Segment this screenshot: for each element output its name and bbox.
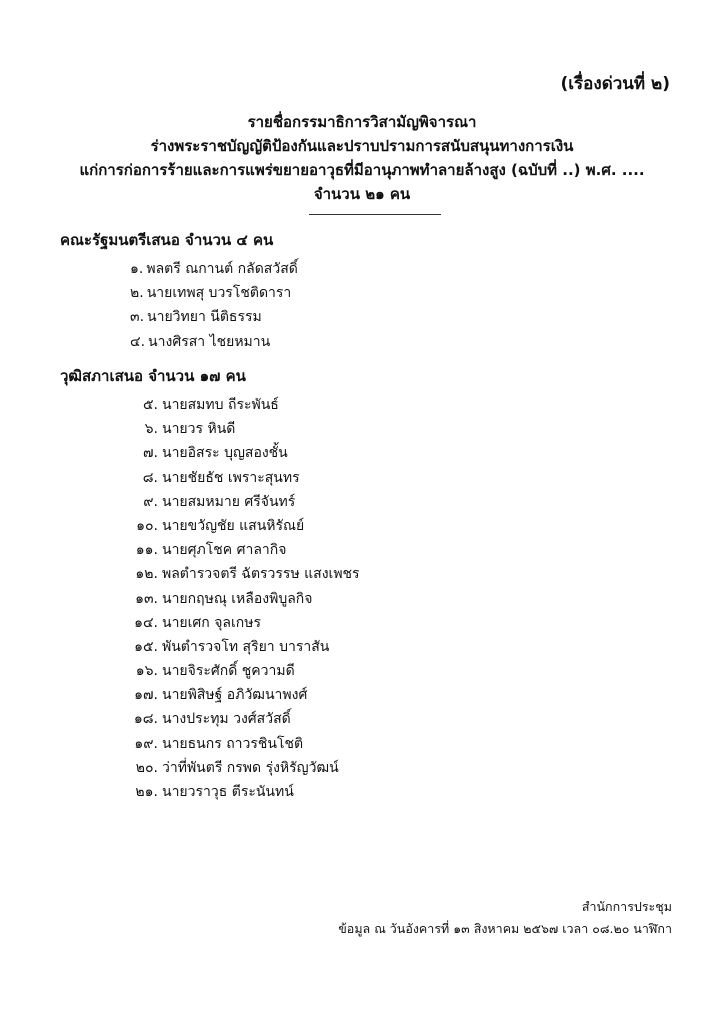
list-item	[130, 305, 298, 329]
member-name: นายสมหมาย ศรีจันทร์	[162, 493, 296, 510]
list-item	[124, 659, 360, 683]
list-item	[130, 281, 298, 305]
list-item	[124, 587, 360, 611]
list-item	[124, 441, 360, 465]
item-number: ๑๗.	[134, 687, 158, 704]
member-name: นายวร หินดี	[162, 421, 236, 438]
list-item	[130, 330, 298, 354]
item-number: ๓.	[130, 309, 145, 326]
data-timestamp: ข้อมูล ณ วันอังคารที่ ๑๓ สิงหาคม ๒๕๖๗ เวลา ๐๘.๒๐ นาฬิกา	[338, 921, 672, 936]
list-item	[124, 393, 360, 417]
member-name: นายชัยธัช เพราะสุนทร	[162, 469, 300, 486]
member-name: นายเทพสุ บวรโชติดารา	[146, 285, 292, 302]
member-name: นางศิรสา ไชยหมาน	[148, 333, 271, 350]
item-number: ๑๑.	[135, 542, 158, 559]
member-name: นายวิทยา นีติธรรม	[147, 309, 262, 326]
member-name: ว่าที่พันตรี กรพด รุ่งหิรัญวัฒน์	[162, 759, 339, 776]
list-item	[124, 538, 360, 562]
list-item	[124, 707, 360, 731]
member-name: นายพิสิษฐ์ อภิวัฒนาพงศ์	[162, 687, 308, 704]
item-number: ๘.	[142, 469, 158, 486]
member-name: พันตำรวจโท สุริยา บาราสัน	[162, 638, 330, 655]
item-number: ๑๔.	[134, 614, 158, 631]
member-name: นายสมทบ ถีระพันธ์	[162, 397, 279, 413]
item-number: ๒.	[130, 285, 144, 302]
item-number: ๑๐.	[136, 517, 158, 534]
item-number: ๔.	[130, 333, 146, 350]
list-item	[124, 562, 360, 586]
title-divider	[309, 214, 441, 215]
item-number: ๑๘.	[133, 711, 158, 728]
item-number: ๑.	[130, 261, 144, 277]
office-name: สำนักการประชุม	[581, 899, 672, 914]
member-name: นายศุภโชค ศาลากิจ	[162, 542, 287, 559]
senate-heading: วุฒิสภาเสนอ จำนวน ๑๗ คน	[60, 367, 246, 385]
member-name: พลตำรวจตรี ฉัตรวรรษ แสงเพชร	[162, 566, 360, 583]
item-number: ๖.	[144, 421, 158, 438]
list-item	[124, 514, 360, 538]
member-name: นายวราวุธ ตีระนันทน์	[162, 784, 294, 800]
item-number: ๕.	[142, 397, 158, 413]
footer	[338, 896, 672, 940]
list-item	[124, 780, 360, 804]
member-name: นางประทุม วงศ์สวัสดิ์	[162, 711, 291, 728]
item-number: ๒๑.	[135, 784, 158, 800]
item-number: ๑๒.	[135, 566, 158, 583]
member-name: นายจิระศักดิ์ ชูความดี	[162, 663, 295, 680]
member-name: นายกฤษณุ เหลืองพิบูลกิจ	[162, 590, 313, 607]
item-number: ๙.	[143, 493, 158, 510]
list-item	[124, 466, 360, 490]
member-name: นายอิสระ บุญสองชั้น	[162, 445, 288, 462]
cabinet-member-list	[130, 257, 298, 354]
item-number: ๗.	[143, 445, 158, 462]
list-item	[124, 490, 360, 514]
item-number: ๑๖.	[135, 663, 158, 680]
cabinet-heading: คณะรัฐมนตรีเสนอ จำนวน ๔ คน	[60, 231, 274, 249]
title-line-4: จำนวน ๒๑ คน	[313, 185, 411, 203]
document-title	[40, 110, 684, 206]
list-item	[124, 635, 360, 659]
item-number: ๑๓.	[135, 590, 158, 607]
item-number: ๑๕.	[134, 638, 158, 655]
member-name: นายเศก จุลเกษร	[162, 614, 262, 631]
title-line-1: รายชื่อกรรมาธิการวิสามัญพิจารณา	[247, 113, 477, 131]
member-name: พลตรี ณกานต์ กลัดสวัสดิ์	[146, 261, 298, 277]
list-item	[124, 756, 360, 780]
list-item	[130, 257, 298, 281]
title-line-2: ร่างพระราชบัญญัติป้องกันและปราบปรามการสนับสนุนทางการเงิน	[150, 137, 574, 155]
urgent-label: (เรื่องด่วนที่ ๒)	[560, 74, 670, 94]
list-item	[124, 417, 360, 441]
item-number: ๑๙.	[134, 735, 158, 752]
title-line-3: แก่การก่อการร้ายและการแพร่ขยายอาวุธที่มีอานุภาพทำลายล้างสูง (ฉบับที่ ..) พ.ศ. ....	[79, 161, 645, 179]
member-name: นายขวัญชัย แสนหิรัณย์	[162, 517, 305, 534]
item-number: ๒๐.	[135, 759, 158, 776]
list-item	[124, 611, 360, 635]
senate-member-list	[124, 393, 360, 804]
list-item	[124, 683, 360, 707]
member-name: นายธนกร ถาวรชินโชติ	[162, 735, 304, 752]
list-item	[124, 732, 360, 756]
